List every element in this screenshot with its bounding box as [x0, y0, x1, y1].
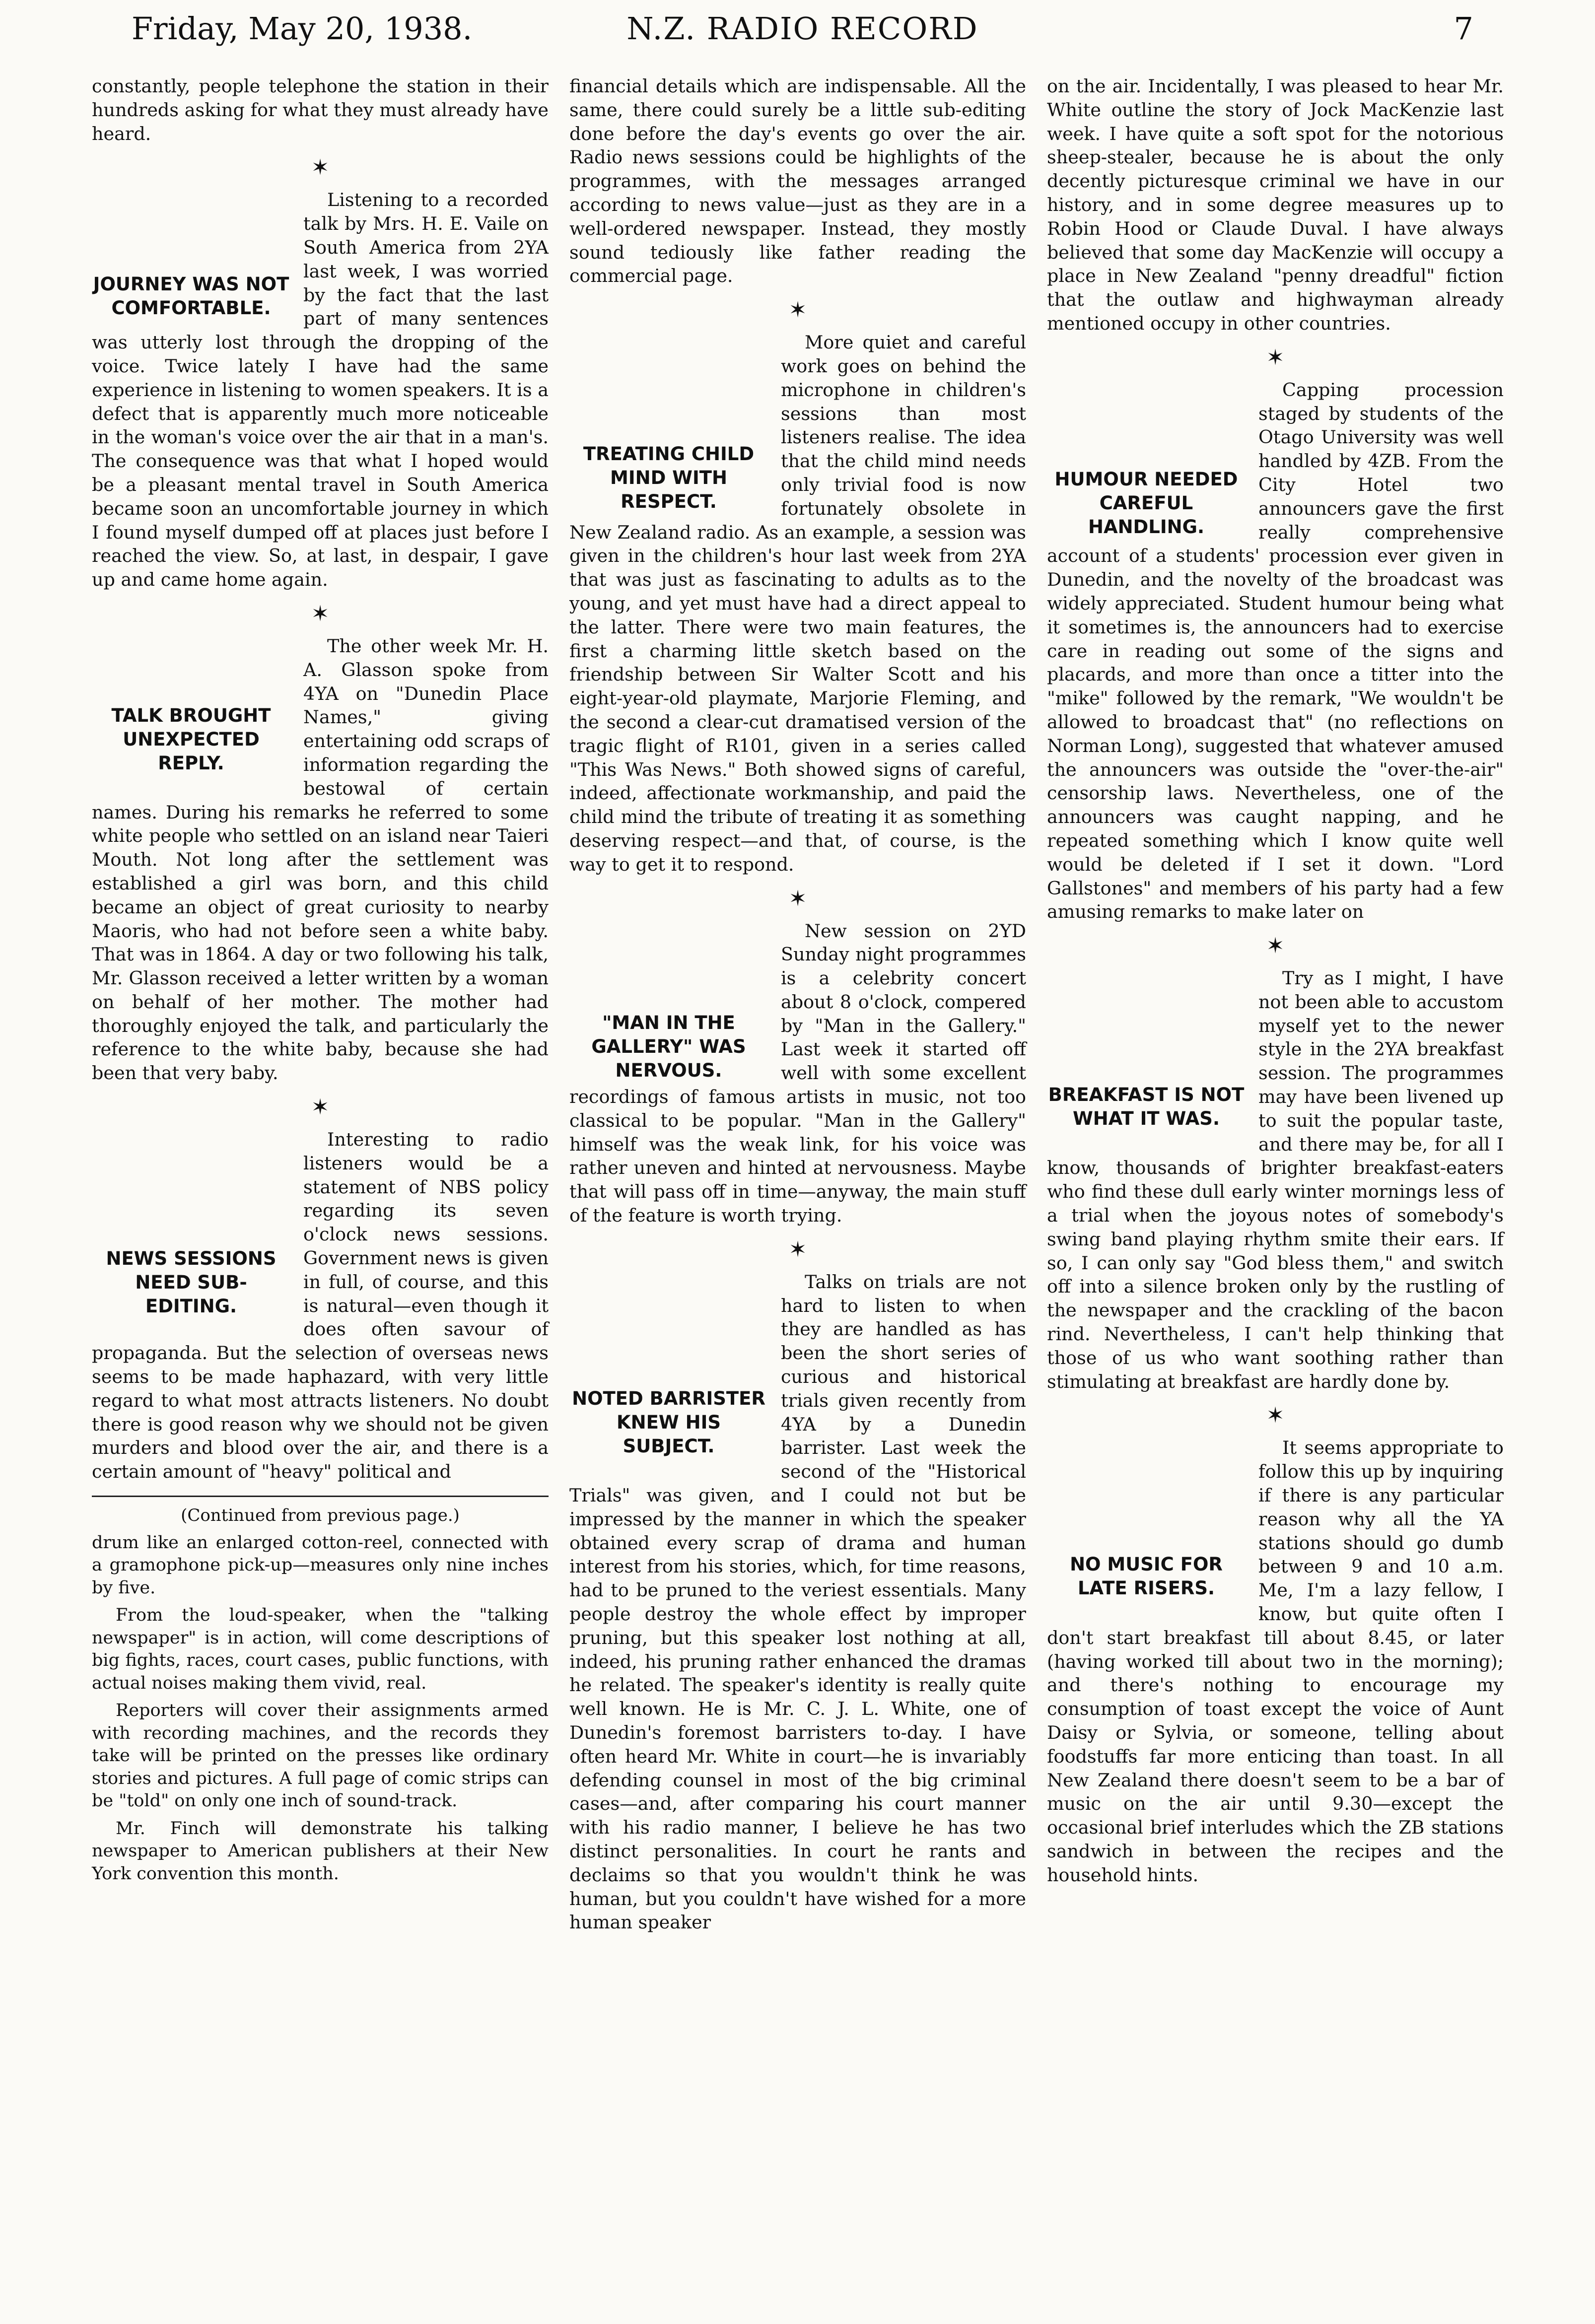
- publication-title: N.Z. RADIO RECORD: [626, 10, 978, 47]
- paragraph: Talks on trials are not hard to listen to when they are handled as has been the short series of curious and historical trials given recently from 4YA by a Dunedin barrister. Last week the second of the "Historical Trials" was given, and I could not but be impressed by the manner in which the speaker obtained every scrap of drama and human interest from his stories, which, for time reasons, had to be pruned to the veriest essentials. Many people destroy the whole effect by improper pruning, but this speaker lost nothing at all, indeed, his pruning rather enhanced the dramas he related. The speaker's identity is really quite well known. He is Mr. C. J. L. White, one of Dunedin's foremost barristers to-day. I have often heard Mr. White in court—he is invariably defending counsel in most of the big criminal cases—and, after comparing his court manner with his radio manner, I believe he has two distinct personalities. In court he rants and declaims so that you wouldn't think he was human, but you couldn't have wished for a more human speaker: [569, 1271, 1026, 1933]
- star-ornament-icon: ✶: [1266, 1403, 1285, 1429]
- section-heading: JOURNEY WAS NOT COMFORTABLE.: [93, 273, 289, 319]
- continuation-label: (Continued from previous page.): [181, 1505, 460, 1526]
- paragraph: More quiet and careful work goes on behind the microphone in children's sessions than most listeners realise. The idea that the child mind needs only trivial food is now fortunately obsolete in New Zealand radio. As an example, a session was given in the children's hour last week from 2YA that was just as fascinating to adults as to the young, and yet must have had a direct appeal to the latter. There were two main features, the first a charming little sketch based on the friendship between Sir Walter Scott and his eight-year-old playmate, Marjorie Fleming, and the second a clear-cut dramatised version of the tragic flight of R101, given in a series called "This Was News." Both showed signs of careful, indeed, affectionate workmanship, and paid the child mind the tribute of treating it as something deserving respect—and that, of course, is the way to get it to respond.: [569, 332, 1026, 875]
- paragraph: New session on 2YD Sunday night programmes is a celebrity concert about 8 o'clock, compered by "Man in the Gallery." Last week it started off well with some excellent recordings of famous artists in music, not too classical to be popular. "Man in the Gallery" himself was the weak link, for his voice was rather uneven and hinted at nervousness. Maybe that will pass off in time—anyway, the main stuff of the feature is worth trying.: [569, 920, 1026, 1227]
- section-heading: HUMOUR NEEDED CAREFUL HANDLING.: [1054, 468, 1238, 538]
- star-ornament-icon: ✶: [311, 601, 330, 626]
- paragraph: Mr. Finch will demonstrate his talking newspaper to American publishers at their New York convention this month.: [92, 1818, 549, 1884]
- star-ornament-icon: ✶: [1266, 933, 1285, 959]
- section-heading: "MAN IN THE GALLERY" WAS NERVOUS.: [591, 1012, 746, 1081]
- paragraph: Reporters will cover their assignments armed with recording machines, and the records they take will be printed on the presses like ordinary stories and pictures. A full page of comic strips can be "told" on only one inch of sound-track.: [92, 1701, 549, 1811]
- section-heading: NO MUSIC FOR LATE RISERS.: [1070, 1554, 1223, 1599]
- paragraph: Try as I might, I have not been able to accustom myself yet to the newer style in the 2YA breakfast session. The programmes may have been livened up to suit the popular taste, and there may be, for all I know, thousands of brighter breakfast-eaters who find these dull early winter mornings less of a trial when the joyous notes of somebody's swing band playing rhythm smite their ears. If so, I can only say "God bless them," and switch off into a silence broken only by the rustling of the newspaper and the crackling of the bacon rind. Nevertheless, I can't help thinking that those of us who want soothing rather than stimulating at breakfast are hardly done by.: [1047, 967, 1504, 1392]
- star-ornament-icon: ✶: [788, 297, 807, 323]
- star-ornament-icon: ✶: [1266, 344, 1285, 370]
- column-3: [1047, 74, 1504, 1892]
- star-ornament-icon: ✶: [788, 1236, 807, 1262]
- section-heading: TREATING CHILD MIND WITH RESPECT.: [583, 443, 755, 513]
- paragraph: Interesting to radio listeners would be a statement of NBS policy regarding its seven o'clock news sessions. Government news is given in full, of course, and this is natural—even though it does often savour of propaganda. But the selection of overseas news seems to be made haphazard, with very little regard to what most attracts listeners. No doubt there is good reason why we should not be given murders and blood over the air, and there is a certain amount of "heavy" political and: [92, 1129, 549, 1483]
- masthead: [132, 9, 1473, 49]
- paragraph: It seems appropriate to follow this up by inquiring if there is any particular reason why all the YA stations should go dumb between 9 and 10 a.m. Me, I'm a lazy fellow, I know, but quite often I don't start breakfast till about 8.45, or later (having worked till about two in the morning); and there's nothing to encourage my consumption of toast except the voice of Aunt Daisy or Sylvia, or someone, telling about foodstuffs far more enticing than toast. In all New Zealand there doesn't seem to be a bar of music on the air until 9.30—except the occasional brief interludes which the ZB stations sandwich in between the recipes and the household hints.: [1047, 1437, 1504, 1886]
- issue-date: Friday, May 20, 1938.: [132, 10, 473, 47]
- paragraph: constantly, people telephone the station in their hundreds asking for what they must already have heard.: [92, 75, 549, 144]
- column-divider-rule: [92, 1496, 549, 1497]
- section-heading: NOTED BARRISTER KNEW HIS SUBJECT.: [572, 1387, 765, 1457]
- paragraph: The other week Mr. H. A. Glasson spoke from 4YA on "Dunedin Place Names," giving entertaining odd scraps of information regarding the bestowal of certain names. During his remarks he referred to some white people who settled on an island near Taieri Mouth. Not long after the settlement was established a girl was born, and this child became an object of great curiosity to nearby Maoris, who had not before seen a white baby. That was in 1864. A day or two following his talk, Mr. Glasson received a letter written by a woman on behalf of her mother. The mother had thoroughly enjoyed the talk, and particularly the reference to the white baby, because she had been that very baby.: [92, 635, 549, 1084]
- star-ornament-icon: ✶: [311, 1094, 330, 1120]
- star-ornament-icon: ✶: [311, 155, 330, 181]
- column-1: [92, 74, 549, 1890]
- paragraph: Capping procession staged by students of the Otago University was well handled by 4ZB. From the City Hotel two announcers gave the first really comprehensive account of a students' procession ever given in Dunedin, and the novelty of the broadcast was widely appreciated. Student humour being what it sometimes is, the announcers had to exercise care in reading out some of the signs and placards, and more than once a titter into the "mike" followed by the remark, "We wouldn't be allowed to broadcast that" (no reflections on Norman Long), suggested that whatever amused the announcers was outside the "over-the-air" censorship laws. Nevertheless, one of the announcers was caught napping, and he repeated something which I know quite well would be deleted if I set it down. "Lord Gallstones" and members of his party had a few amusing remarks to make later on: [1047, 379, 1504, 923]
- paragraph: Listening to a recorded talk by Mrs. H. E. Vaile on South America from 2YA last week, I was worried by the fact that the last part of many sentences was utterly lost through the dropping of the voice. Twice lately I have had the same experience in listening to women speakers. It is a defect that is apparently much more noticeable in the woman's voice over the air that in a man's. The consequence was that what I hoped would be a pleasant mental travel in South America became soon an uncomfortable journey in which I found myself dumped off at places just before I reached the view. So, at last, in despair, I gave up and came home again.: [92, 189, 549, 591]
- paragraph: on the air. Incidentally, I was pleased to hear Mr. White outline the story of Jock MacKenzie last week. I have quite a soft spot for the notorious sheep-stealer, because he is about the only decently picturesque criminal we have in our history, and in some degree measures up to Robin Hood or Claude Duval. I have always believed that some day MacKenzie will occupy a place in New Zealand "penny dreadful" fiction that the outlaw and highwayman already mentioned occupy in other countries.: [1047, 75, 1504, 334]
- star-ornament-icon: ✶: [788, 886, 807, 911]
- section-heading: TALK BROUGHT UNEXPECTED REPLY.: [111, 704, 271, 774]
- section-heading: BREAKFAST IS NOT WHAT IT WAS.: [1048, 1084, 1245, 1130]
- paragraph: financial details which are indispensable. All the same, there could surely be a little sub-editing done before the day's events go over the air. Radio news sessions could be highlights of the programmes, with the messages arranged according to news value—just as they are in a well-ordered newspaper. Instead, they mostly sound tediously like father reading the commercial page.: [569, 75, 1026, 287]
- column-2: [569, 74, 1026, 1939]
- paragraph: drum like an enlarged cotton-reel, connected with a gramophone pick-up—measures only nine inches by five.: [92, 1532, 549, 1598]
- page-number: 7: [1454, 10, 1473, 47]
- paragraph: From the loud-speaker, when the "talking newspaper" is in action, will come descriptions of big fights, races, court cases, public functions, with actual noises making them vivid, real.: [92, 1605, 549, 1693]
- section-heading: NEWS SESSIONS NEED SUB-EDITING.: [106, 1248, 277, 1317]
